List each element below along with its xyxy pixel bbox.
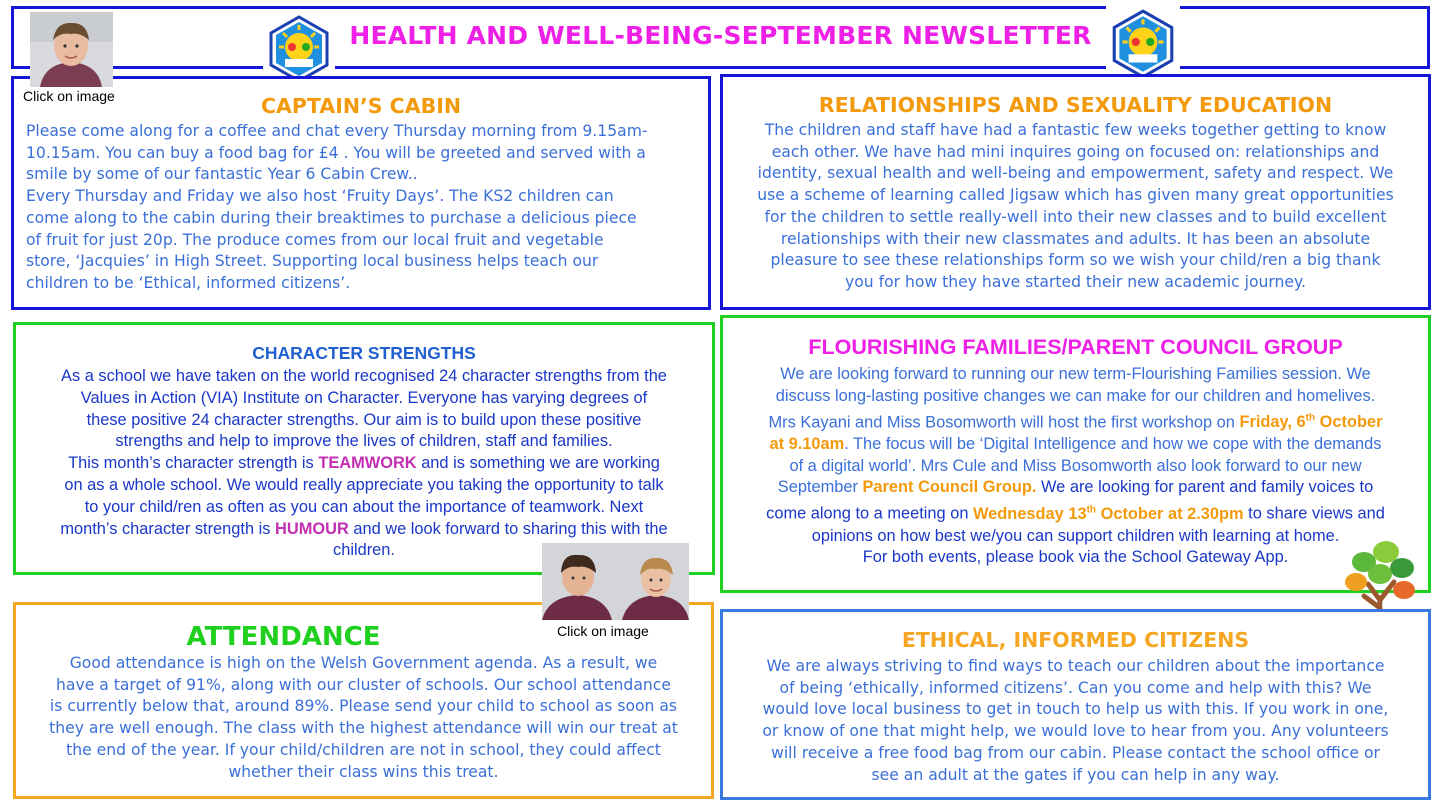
text-line: would love local business to get in touch to help us with this. If you work in one, [762, 700, 1389, 719]
flourishing-families-title: FLOURISHING FAMILIES/PARENT COUNCIL GROUP [808, 335, 1343, 359]
text-segment: and is something we are working [416, 454, 660, 473]
flourishing-families-text [723, 364, 1428, 569]
children-photo-link[interactable] [542, 543, 689, 620]
text-line: will receive a free food bag from our cabin. Please contact the school office or [771, 743, 1380, 762]
text-segment: and we look forward to sharing this with the [348, 519, 668, 538]
attendance-title: ATTENDANCE [186, 622, 381, 652]
text-line: have a target of 91%, along with our cluster of schools. Our school attendance [56, 675, 671, 694]
text-line: to your child/ren as often as you can about the importance of teamwork. Next [84, 497, 644, 516]
text-segment: month’s character strength is [60, 519, 276, 538]
text-line [723, 477, 1428, 499]
newsletter-title: HEALTH AND WELL-BEING-SEPTEMBER NEWSLETTER [349, 21, 1092, 50]
header-banner [11, 6, 1430, 69]
text-line: whether their class wins this treat. [228, 762, 499, 781]
text-segment: We are looking for parent and family voices to [1036, 478, 1374, 497]
strength-humour: HUMOUR [275, 519, 349, 538]
character-strengths-panel [13, 322, 715, 575]
strength-teamwork: TEAMWORK [318, 454, 417, 473]
text-line: they are well enough. The class with the highest attendance will win our treat at [49, 719, 678, 738]
ethical-citizens-title: ETHICAL, INFORMED CITIZENS [901, 628, 1250, 652]
ethical-citizens-panel [720, 609, 1431, 800]
text-line: The children and staff have had a fantastic few weeks together getting to know [764, 121, 1387, 139]
photo-caption[interactable]: Click on image [557, 623, 649, 639]
text-line: is currently below that, around 89%. Please send your child to school as soon as [49, 697, 678, 716]
text-segment: to share views and [1243, 504, 1385, 523]
text-line: Values in Action (VIA) Institute on Character. Everyone has varying degrees of [80, 388, 648, 407]
text-segment: September [777, 478, 863, 497]
text-line [723, 499, 1428, 525]
text-line: For both events, please book via the School Gateway App. [862, 548, 1289, 567]
captains-cabin-title: CAPTAIN’S CABIN [261, 94, 461, 118]
text-line: of fruit for just 20p. The produce comes from our local fruit and vegetable [26, 230, 604, 249]
workshop-time: at 9.10am [769, 434, 845, 453]
text-line: on as a whole school. We would really appreciate you taking the opportunity to talk [64, 475, 664, 494]
captains-cabin-text [26, 121, 648, 295]
parent-council-group: Parent Council Group. [862, 478, 1037, 497]
text-segment: come along to a meeting on [766, 504, 973, 523]
text-line: Please come along for a coffee and chat every Thursday morning from 9.15am- [26, 122, 648, 140]
text-line: see an adult at the gates if you can help in any way. [871, 765, 1280, 784]
ethical-citizens-text [723, 656, 1428, 786]
text-line: for the children to settle really-well into their new classes and to build excellent [764, 207, 1387, 226]
text-line: Good attendance is high on the Welsh Government agenda. As a result, we [69, 654, 658, 672]
text-line: of being ‘ethically, informed citizens’. Can you come and help with this? We [779, 678, 1372, 697]
text-line: discuss long-lasting positive changes we can make for our children and homelives. [775, 386, 1376, 405]
text-line [723, 408, 1428, 434]
text-line [723, 434, 1428, 456]
school-logo-left [263, 13, 335, 85]
character-strengths-text [16, 366, 712, 562]
text-line: relationships with their new classmates and adults. It has been an absolute [780, 229, 1371, 248]
text-line: these positive 24 character strengths. Our aim is to build upon these positive [86, 410, 642, 429]
rse-title: RELATIONSHIPS AND SEXUALITY EDUCATION [818, 93, 1333, 117]
school-logo-right [1106, 6, 1180, 82]
text-line: Every Thursday and Friday we also host ‘Fruity Days’. The KS2 children can [26, 187, 614, 206]
text-line: opinions on how best we/you can support children with learning at home. [811, 526, 1340, 545]
captains-cabin-panel [11, 76, 711, 310]
text-segment: . The focus will be ‘Digital Intelligence and how we cope with the demands [844, 434, 1382, 453]
text-line: or know of one that might help, we would love to hear from you. Any volunteers [762, 722, 1389, 741]
text-line: We are always striving to find ways to teach our children about the importance [766, 657, 1385, 675]
text-line: 10.15am. You can buy a food bag for £4 . You will be greeted and served with a [26, 143, 646, 162]
text-line [16, 453, 712, 475]
text-line: identity, sexual health and well-being and empowerment, safety and respect. We [757, 164, 1394, 183]
text-line: children. [333, 541, 395, 560]
text-line: the end of the year. If your child/children are not in school, they could affect [66, 740, 661, 759]
text-line: smile by some of our fantastic Year 6 Cabin Crew.. [26, 165, 418, 184]
text-line: We are looking forward to running our new term-Flourishing Families session. We [780, 365, 1371, 383]
text-line: strengths and help to improve the lives of children, staff and families. [115, 432, 613, 451]
text-line: As a school we have taken on the world recognised 24 character strengths from the [61, 367, 667, 385]
child-photo-link[interactable] [30, 12, 113, 87]
text-line: each other. We have had mini inquires going on focused on: relationships and [771, 142, 1380, 161]
attendance-text [16, 653, 711, 783]
character-strengths-title: CHARACTER STRENGTHS [252, 343, 476, 363]
text-segment: This month’s character strength is [68, 454, 319, 473]
workshop-date: Friday, 6th October [1239, 412, 1383, 432]
text-segment: Mrs Kayani and Miss Bosomworth will host the first workshop on [768, 413, 1240, 432]
text-line: pleasure to see these relationships form so we wish your child/ren a big thank [770, 251, 1381, 270]
text-line: children to be ‘Ethical, informed citizens’. [26, 273, 351, 292]
photo-caption[interactable]: Click on image [23, 88, 115, 104]
text-line: of a digital world’. Mrs Cule and Miss Bosomworth also look forward to our new [789, 456, 1362, 475]
children-photo-image [542, 543, 689, 620]
rse-panel [720, 74, 1431, 310]
text-line [16, 519, 712, 541]
text-line: store, ‘Jacquies’ in High Street. Supporting local business helps teach our [26, 252, 599, 271]
meeting-date: Wednesday 13th October at 2.30pm [973, 504, 1244, 523]
text-line: use a scheme of learning called Jigsaw which has given many great opportunities [757, 186, 1394, 205]
rse-text [723, 120, 1428, 294]
child-photo-image [30, 12, 113, 87]
text-line: you for how they have started their new academic journey. [845, 272, 1306, 291]
flourishing-families-panel [720, 315, 1431, 593]
text-line: come along to the cabin during their breaktimes to purchase a delicious piece [26, 208, 637, 227]
